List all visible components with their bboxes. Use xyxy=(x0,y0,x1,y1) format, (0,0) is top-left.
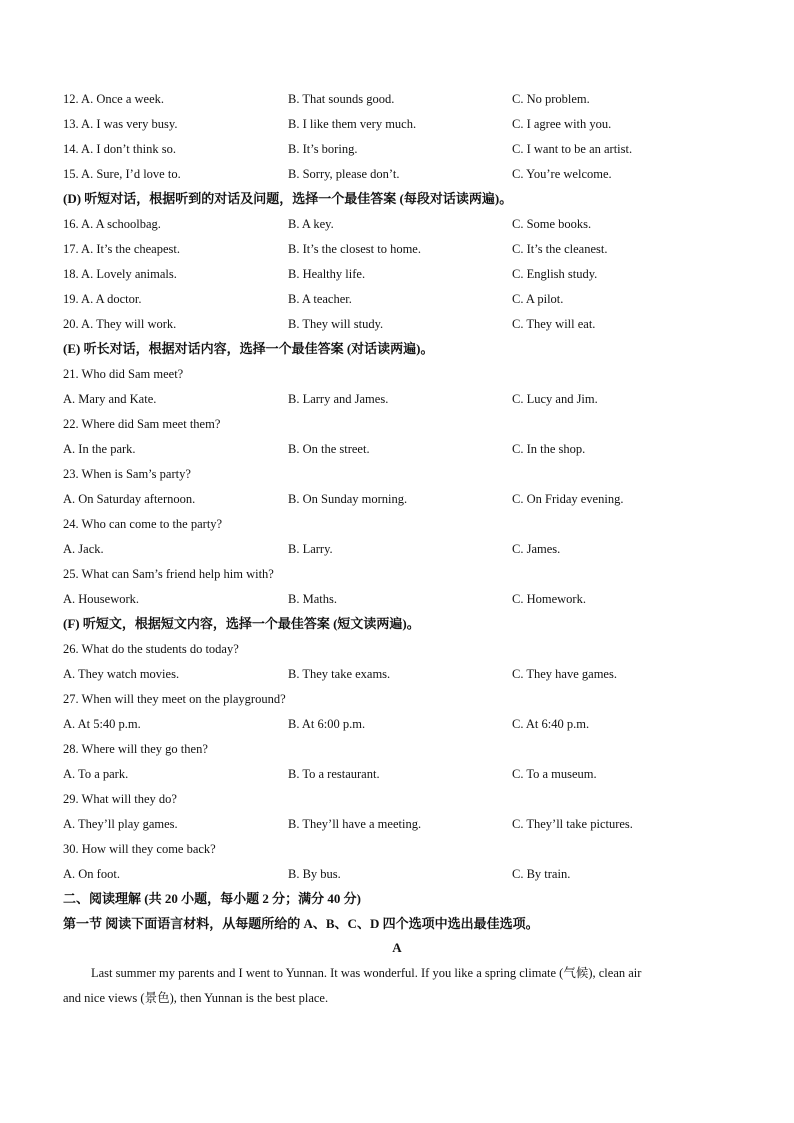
option-c: C. Lucy and Jim. xyxy=(512,392,598,406)
option-a: A. Jack. xyxy=(63,542,104,556)
option-c: C. I agree with you. xyxy=(512,117,612,131)
option-row xyxy=(0,714,794,734)
option-c: C. You’re welcome. xyxy=(512,167,612,181)
option-b: B. It’s the closest to home. xyxy=(288,242,421,256)
option-row xyxy=(0,214,794,234)
section-heading: (D) 听短对话，根据听到的对话及问题，选择一个最佳答案 (每段对话读两遍)。 xyxy=(63,191,513,206)
option-c: C. By train. xyxy=(512,867,571,881)
heading-row xyxy=(0,339,794,359)
option-row xyxy=(0,289,794,309)
option-row xyxy=(0,589,794,609)
option-row xyxy=(0,239,794,259)
option-b: B. They will study. xyxy=(288,317,384,331)
question-row xyxy=(0,364,794,384)
question-text: 23. When is Sam’s party? xyxy=(63,467,191,481)
option-row xyxy=(0,164,794,184)
option-row xyxy=(0,89,794,109)
option-b: B. A teacher. xyxy=(288,292,352,306)
option-c: C. Some books. xyxy=(512,217,592,231)
option-c: C. They have games. xyxy=(512,667,617,681)
option-c: C. It’s the cleanest. xyxy=(512,242,608,256)
question-row xyxy=(0,639,794,659)
option-b: B. Maths. xyxy=(288,592,337,606)
heading-row xyxy=(0,889,794,909)
section-heading: 二、阅读理解 (共 20 小题，每小题 2 分；满分 40 分) xyxy=(63,891,361,906)
option-row xyxy=(0,539,794,559)
section-heading: (F) 听短文，根据短文内容，选择一个最佳答案 (短文读两遍)。 xyxy=(63,616,420,631)
question-text: 26. What do the students do today? xyxy=(63,642,239,656)
option-b: B. I like them very much. xyxy=(288,117,417,131)
option-a: 13. A. I was very busy. xyxy=(63,117,178,131)
option-row xyxy=(0,764,794,784)
option-row xyxy=(0,489,794,509)
option-c: C. James. xyxy=(512,542,561,556)
option-b: B. Healthy life. xyxy=(288,267,366,281)
question-text: 22. Where did Sam meet them? xyxy=(63,417,221,431)
option-c: C. At 6:40 p.m. xyxy=(512,717,590,731)
option-a: A. Housework. xyxy=(63,592,140,606)
option-b: B. To a restaurant. xyxy=(288,767,380,781)
option-row xyxy=(0,314,794,334)
option-b: B. A key. xyxy=(288,217,334,231)
heading-row xyxy=(0,914,794,934)
question-row xyxy=(0,414,794,434)
option-c: C. I want to be an artist. xyxy=(512,142,633,156)
passage-label: A xyxy=(392,940,402,955)
option-a: A. To a park. xyxy=(63,767,129,781)
option-b: B. That sounds good. xyxy=(288,92,395,106)
heading-row xyxy=(0,614,794,634)
option-a: A. Mary and Kate. xyxy=(63,392,157,406)
question-text: 25. What can Sam’s friend help him with? xyxy=(63,567,274,581)
option-a: 14. A. I don’t think so. xyxy=(63,142,176,156)
option-a: 15. A. Sure, I’d love to. xyxy=(63,167,181,181)
option-a: A. They’ll play games. xyxy=(63,817,178,831)
question-row xyxy=(0,514,794,534)
option-a: 16. A. A schoolbag. xyxy=(63,217,161,231)
option-row xyxy=(0,439,794,459)
option-row xyxy=(0,664,794,684)
option-b: B. By bus. xyxy=(288,867,341,881)
question-text: 27. When will they meet on the playground? xyxy=(63,692,286,706)
option-a: 12. A. Once a week. xyxy=(63,92,165,106)
question-row xyxy=(0,564,794,584)
question-row xyxy=(0,789,794,809)
question-row xyxy=(0,739,794,759)
option-b: B. Sorry, please don’t. xyxy=(288,167,400,181)
option-a: A. On foot. xyxy=(63,867,120,881)
option-b: B. It’s boring. xyxy=(288,142,358,156)
option-a: A. In the park. xyxy=(63,442,136,456)
option-c: C. Homework. xyxy=(512,592,586,606)
section-heading: 第一节 阅读下面语言材料，从每题所给的 A、B、C、D 四个选项中选出最佳选项。 xyxy=(63,916,539,931)
option-row xyxy=(0,864,794,884)
option-c: C. A pilot. xyxy=(512,292,564,306)
option-c: C. In the shop. xyxy=(512,442,586,456)
question-text: 28. Where will they go then? xyxy=(63,742,208,756)
question-text: 21. Who did Sam meet? xyxy=(63,367,184,381)
option-b: B. They take exams. xyxy=(288,667,391,681)
question-text: 24. Who can come to the party? xyxy=(63,517,223,531)
question-row xyxy=(0,839,794,859)
question-row xyxy=(0,689,794,709)
question-text: 29. What will they do? xyxy=(63,792,177,806)
option-a: A. They watch movies. xyxy=(63,667,180,681)
option-row xyxy=(0,264,794,284)
option-a: 20. A. They will work. xyxy=(63,317,177,331)
option-c: C. They will eat. xyxy=(512,317,596,331)
option-c: C. To a museum. xyxy=(512,767,597,781)
option-a: A. On Saturday afternoon. xyxy=(63,492,196,506)
option-b: B. Larry. xyxy=(288,542,333,556)
option-c: C. They’ll take pictures. xyxy=(512,817,633,831)
option-b: B. They’ll have a meeting. xyxy=(288,817,422,831)
question-row xyxy=(0,464,794,484)
passage-line-2: and nice views (景色), then Yunnan is the best place. xyxy=(63,991,329,1005)
option-a: 18. A. Lovely animals. xyxy=(63,267,177,281)
section-heading: (E) 听长对话，根据对话内容，选择一个最佳答案 (对话读两遍)。 xyxy=(63,341,434,356)
passage-line-1: Last summer my parents and I went to Yunnan. It was wonderful. If you like a spring climate (气候), clean air xyxy=(91,966,642,980)
option-c: C. No problem. xyxy=(512,92,590,106)
option-c: C. English study. xyxy=(512,267,598,281)
option-a: 19. A. A doctor. xyxy=(63,292,142,306)
option-b: B. On Sunday morning. xyxy=(288,492,408,506)
option-row xyxy=(0,139,794,159)
option-row xyxy=(0,114,794,134)
option-row xyxy=(0,389,794,409)
option-b: B. On the street. xyxy=(288,442,370,456)
option-a: A. At 5:40 p.m. xyxy=(63,717,141,731)
option-c: C. On Friday evening. xyxy=(512,492,624,506)
option-a: 17. A. It’s the cheapest. xyxy=(63,242,180,256)
question-text: 30. How will they come back? xyxy=(63,842,216,856)
option-b: B. At 6:00 p.m. xyxy=(288,717,366,731)
heading-row xyxy=(0,189,794,209)
option-row xyxy=(0,814,794,834)
option-b: B. Larry and James. xyxy=(288,392,389,406)
